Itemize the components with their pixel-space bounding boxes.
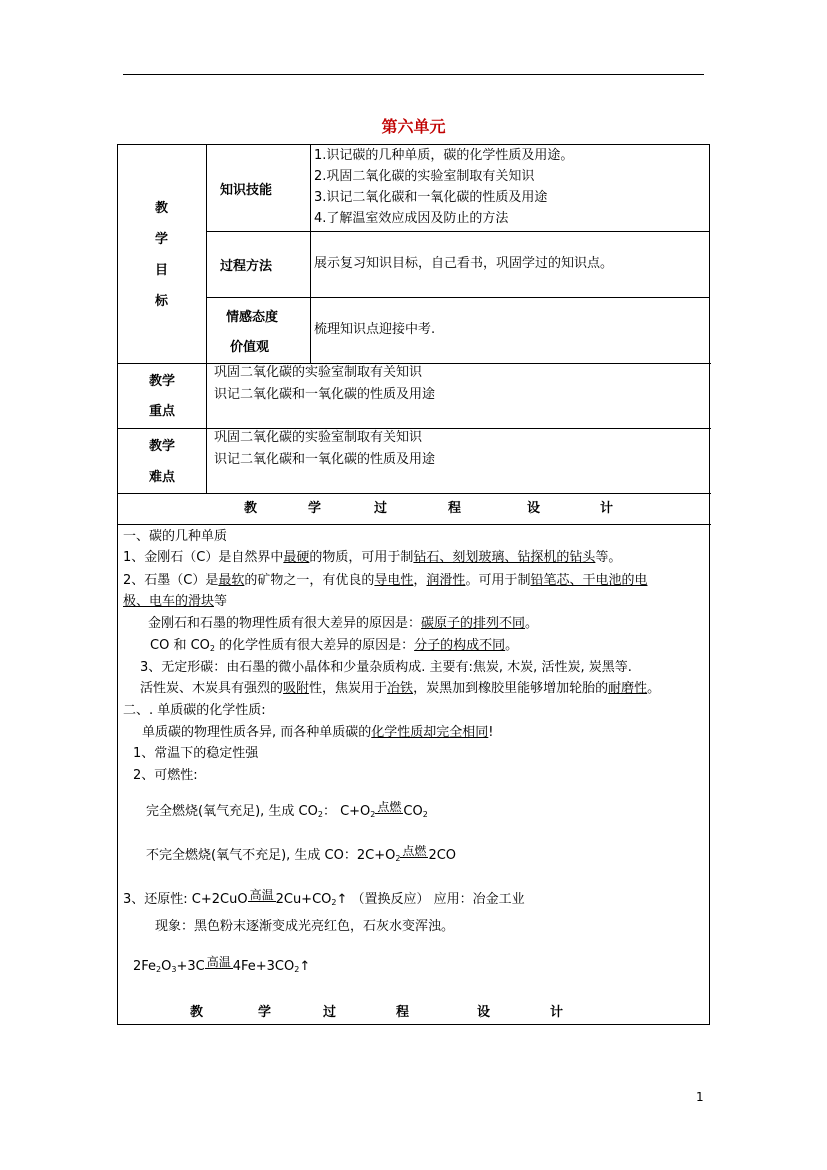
graphite-line-1: 2、石墨（C）是最软的矿物之一，有优良的导电性，润滑性。可用于制铅笔芯、干电池的电 [123, 573, 648, 588]
chem-property-same-line: 单质碳的物理性质各异, 而各种单质碳的化学性质却完全相同! [142, 725, 494, 740]
goals-label-4: 标 [155, 294, 169, 309]
knowledge-item-2: 2.巩固二氧化碳的实验室制取有关知识 [314, 169, 535, 184]
goals-label-1: 教 [155, 201, 169, 216]
design-footer-3: 过 [323, 1005, 337, 1020]
row-line-a [206, 231, 710, 232]
section-2-heading: 二、. 单质碳的化学性质: [123, 703, 266, 718]
high-temp-condition: 高温 [249, 888, 274, 902]
row-line-f [118, 524, 711, 525]
combustibility-line: 2、可燃性: [133, 768, 198, 783]
co-co2-reason: CO 和 $CO_2$ 的化学性质有很大差异的原因是：分子的构成不同。 [150, 638, 519, 653]
difficulty-label-2: 难点 [149, 470, 176, 485]
col-line-1 [206, 145, 207, 493]
graphite-line-2: 极、电车的滑块等 [123, 594, 228, 609]
activated-carbon-line: 活性炭、木炭具有强烈的吸附性，焦炭用于冶铁，炭黑加到橡胶里能够增加轮胎的耐磨性。 [140, 681, 661, 696]
page-number: 1 [696, 1090, 704, 1104]
difficulty-line-2: 识记二氧化碳和一氧化碳的性质及用途 [214, 452, 436, 467]
design-footer-4: 程 [396, 1005, 410, 1020]
key-label-2: 重点 [149, 404, 176, 419]
design-header-1: 教 [244, 501, 258, 516]
knowledge-item-1: 1.识记碳的几种单质，碳的化学性质及用途。 [314, 148, 574, 163]
key-label-1: 教学 [149, 374, 176, 389]
iron-oxide-equation: $2Fe_2O_3+3C$ 高温 $4Fe+3CO_2↑$ [133, 956, 310, 979]
design-header-5: 设 [527, 501, 541, 516]
ignite-condition-2: 点燃 [402, 844, 427, 858]
stability-line: 1、常温下的稳定性强 [133, 746, 259, 761]
goals-label-2: 学 [155, 232, 169, 247]
emotion-label-1: 情感态度 [226, 310, 279, 325]
row-line-b [206, 297, 710, 298]
key-line-2: 识记二氧化碳和一氧化碳的性质及用途 [214, 387, 436, 402]
design-header-3: 过 [374, 501, 388, 516]
header-rule [123, 74, 704, 75]
goals-label-3: 目 [155, 263, 169, 278]
lesson-plan-table [117, 144, 710, 1025]
design-footer-1: 教 [190, 1005, 204, 1020]
knowledge-item-4: 4.了解温室效应成因及防止的方法 [314, 211, 509, 226]
high-temp-condition-2: 高温 [206, 955, 231, 969]
amorphous-carbon-line: 3、无定形碳：由石墨的微小晶体和少量杂质构成. 主要有:焦炭, 木炭, 活性炭, 炭黑等. [140, 660, 632, 675]
design-header-4: 程 [448, 501, 462, 516]
knowledge-label: 知识技能 [220, 183, 273, 198]
knowledge-item-3: 3.识记二氧化碳和一氧化碳的性质及用途 [314, 190, 548, 205]
difficulty-line-1: 巩固二氧化碳的实验室制取有关知识 [214, 430, 423, 445]
emotion-text: 梳理知识点迎接中考. [314, 322, 436, 337]
emotion-label-2: 价值观 [230, 340, 270, 355]
section-1-heading: 一、碳的几种单质 [123, 529, 228, 544]
design-header-6: 计 [600, 501, 614, 516]
design-header-2: 学 [308, 501, 322, 516]
key-line-1: 巩固二氧化碳的实验室制取有关知识 [214, 365, 423, 380]
design-footer-2: 学 [258, 1005, 272, 1020]
ignite-condition: 点燃 [377, 800, 402, 814]
diamond-line: 1、金刚石（C）是自然界中最硬的物质，可用于制钻石、刻划玻璃、钻探机的钻头等。 [123, 550, 622, 565]
process-label: 过程方法 [220, 259, 273, 274]
phenomenon-line: 现象：黑色粉末逐渐变成光亮红色，石灰水变浑浊。 [155, 919, 455, 934]
page-title: 第六单元 [381, 117, 446, 136]
col-line-2 [310, 145, 311, 363]
reduction-equation: 3、还原性: C+2CuO 高温 $2Cu+CO_2↑$ （置换反应） 应用：冶金工业 [123, 889, 525, 912]
incomplete-combustion-equation: 不完全燃烧(氧气不充足), 生成 CO：$2C+O_2$ 点燃 2CO [146, 845, 456, 868]
diamond-graphite-reason: 金刚石和石墨的物理性质有很大差异的原因是：碳原子的排列不同。 [148, 616, 539, 631]
design-footer-5: 设 [477, 1005, 491, 1020]
design-footer-6: 计 [550, 1005, 564, 1020]
process-text: 展示复习知识目标，自己看书，巩固学过的知识点。 [314, 256, 614, 271]
difficulty-label-1: 教学 [149, 439, 176, 454]
complete-combustion-equation: 完全燃烧(氧气充足), 生成 $CO_2$： $C+O_2$ 点燃 $CO_2$ [146, 801, 428, 824]
row-line-e [118, 493, 711, 494]
